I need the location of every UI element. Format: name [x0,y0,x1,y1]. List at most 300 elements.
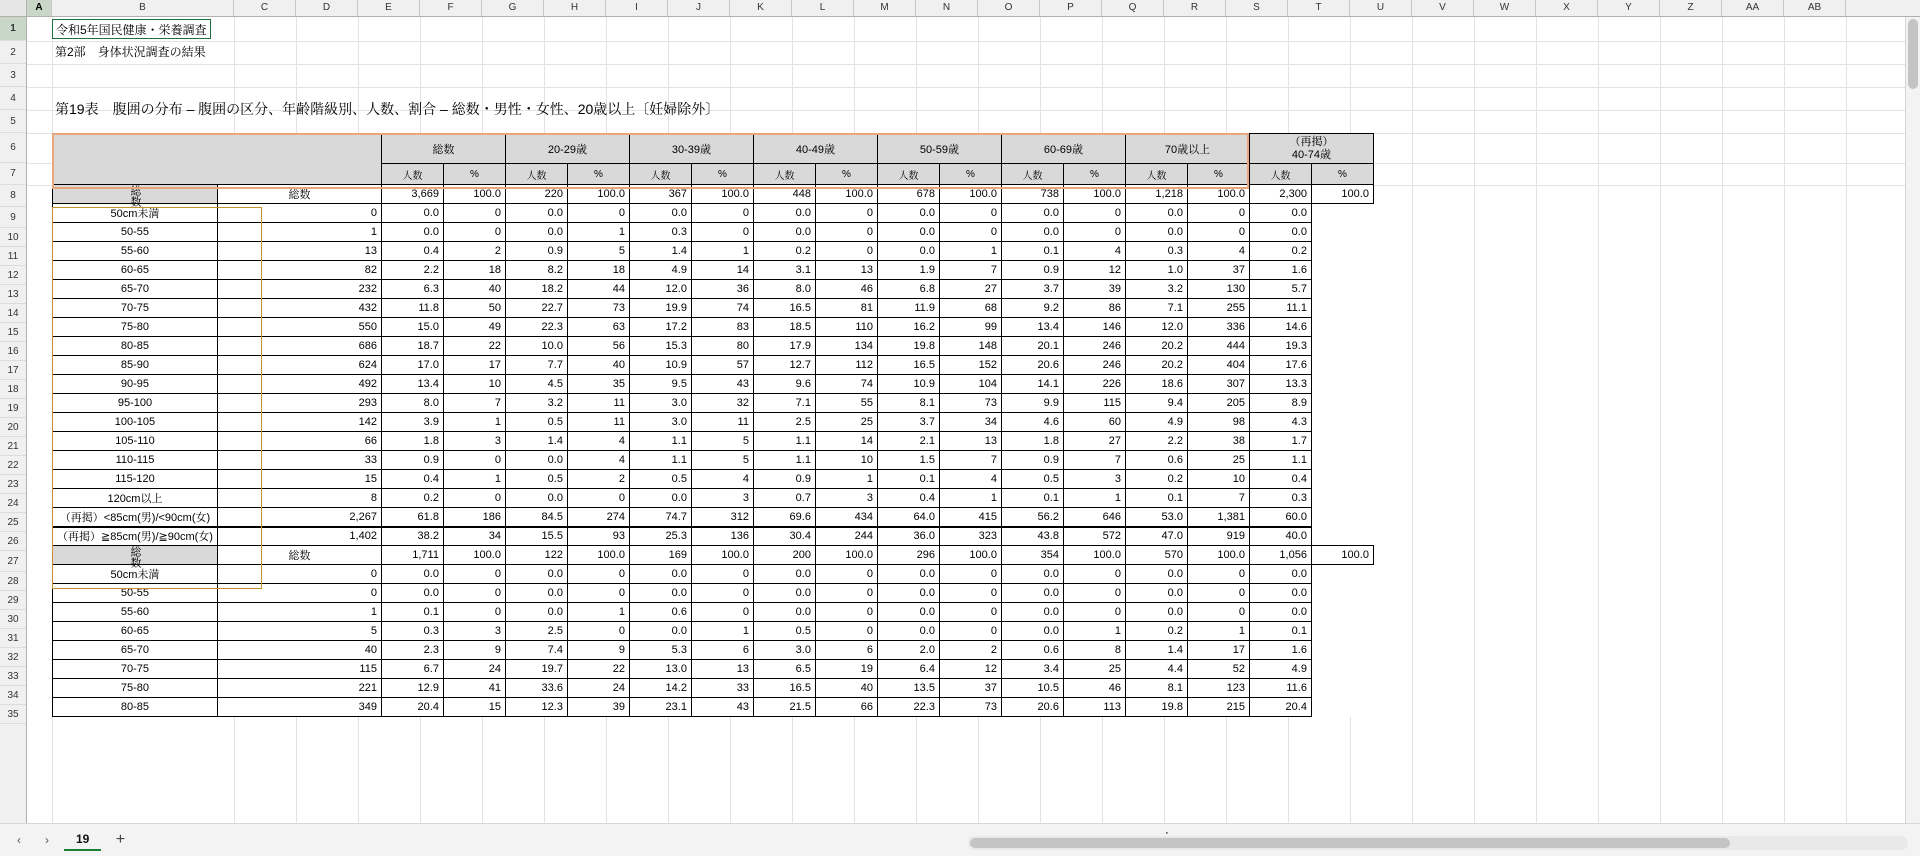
cell-percent: 0.0 [753,223,815,242]
cell-percent: 100.0 [939,185,1001,204]
cell-count: 7 [443,394,505,413]
cell-count: 0 [1063,584,1125,603]
cell-percent: 0.0 [753,584,815,603]
cell-count: 1 [443,470,505,489]
row-header-19[interactable]: 19 [0,399,26,418]
cell-percent: 0.0 [1001,204,1063,223]
cell-count: 113 [1063,698,1125,717]
cell-percent: 60.0 [1249,508,1311,527]
cell-percent: 3.1 [753,261,815,280]
cell-percent: 0.5 [629,470,691,489]
row-header-33[interactable]: 33 [0,667,26,686]
cell-count: 93 [567,527,629,546]
row-label: 85-90 [53,356,218,375]
sheet-tabs[interactable] [0,829,133,851]
cell-percent: 13.0 [629,660,691,679]
cell-percent: 100.0 [1311,185,1373,204]
cell-count: 4 [567,451,629,470]
horizontal-scrollbar[interactable] [968,836,1908,850]
cell-percent: 8.1 [877,394,939,413]
column-header-D[interactable]: D [296,0,358,16]
row-header-28[interactable]: 28 [0,572,26,591]
cell-A4-table-title[interactable]: 第19表 腹囲の分布 – 腹囲の区分、年齢階級別、人数、割合 – 総数・男性・女性、20歳以上〔妊婦除外〕 [55,101,720,117]
row-header-27[interactable]: 27 [0,551,26,572]
cell-percent: 20.2 [1125,337,1187,356]
cell-count: 11 [567,394,629,413]
row-header-21[interactable]: 21 [0,437,26,456]
column-header-J[interactable]: J [668,0,730,16]
row-label: 50cm未満 [53,204,218,223]
cell-count: 17 [1187,641,1249,660]
table-row [53,679,1374,698]
cell-count: 57 [691,356,753,375]
cell-count: 32 [691,394,753,413]
cell-count: 919 [1187,527,1249,546]
cell-percent: 0.2 [381,489,443,508]
cell-count: 0 [567,489,629,508]
cell-percent: 7.4 [505,641,567,660]
cell-percent: 20.6 [1001,356,1063,375]
cell-count: 686 [217,337,381,356]
cell-percent: 9.4 [1125,394,1187,413]
cell-count: 44 [567,280,629,299]
column-header-G[interactable]: G [482,0,544,16]
row-header-29[interactable]: 29 [0,591,26,610]
cell-percent: 1.1 [629,451,691,470]
cell-count: 115 [217,660,381,679]
cell-percent: 1.9 [877,261,939,280]
cell-percent: 0.0 [1125,223,1187,242]
cell-percent: 13.4 [1001,318,1063,337]
row-header-12[interactable]: 12 [0,266,26,285]
row-header-31[interactable]: 31 [0,629,26,648]
cell-count: 81 [815,299,877,318]
column-header-E[interactable]: E [358,0,420,16]
cell-count: 1 [1187,622,1249,641]
cell-percent: 0.0 [381,223,443,242]
cell-percent: 12.0 [1125,318,1187,337]
cell-count: 296 [877,546,939,565]
cell-count: 1,711 [381,546,443,565]
row-label-total: 総数 [217,185,381,204]
row-header-25[interactable]: 25 [0,513,26,532]
row-header-24[interactable]: 24 [0,494,26,513]
cell-count: 3,669 [381,185,443,204]
cell-count: 134 [815,337,877,356]
column-header-R[interactable]: R [1164,0,1226,16]
row-header-18[interactable]: 18 [0,380,26,399]
cell-percent: 23.1 [629,698,691,717]
cell-count: 0 [1187,603,1249,622]
column-header-U[interactable]: U [1350,0,1412,16]
cell-count: 112 [815,356,877,375]
cell-count: 148 [939,337,1001,356]
cell-percent: 15.0 [381,318,443,337]
cell-percent: 100.0 [691,185,753,204]
row-header-20[interactable]: 20 [0,418,26,437]
cell-percent: 18.6 [1125,375,1187,394]
cell-count: 2,267 [217,508,381,527]
cell-percent: 100.0 [1311,546,1373,565]
cell-percent: 6.4 [877,660,939,679]
cell-percent: 0.3 [381,622,443,641]
row-label: 90-95 [53,375,218,394]
column-header-K[interactable]: K [730,0,792,16]
cell-percent: 11.8 [381,299,443,318]
cell-percent: 0.2 [1125,622,1187,641]
cell-percent: 0.0 [877,603,939,622]
cell-count: 8 [1063,641,1125,660]
cell-percent: 4.3 [1249,413,1311,432]
row-header-32[interactable]: 32 [0,648,26,667]
cell-A2-part-title[interactable]: 第2部 身体状況調査の結果 [55,45,206,59]
column-header-P[interactable]: P [1040,0,1102,16]
cell-count: 404 [1187,356,1249,375]
age-group-header-total: 総数 [381,134,505,164]
vertical-scrollbar[interactable] [1905,17,1920,825]
row-header-5[interactable]: 5 [0,110,26,133]
age-group-header-60-69: 60-69歳 [1001,134,1125,164]
cell-count: 570 [1125,546,1187,565]
table-row [53,185,1374,204]
row-label: 80-85 [53,337,218,356]
row-header-1[interactable]: 1 [0,17,26,41]
cell-count: 22 [443,337,505,356]
cell-percent: 12.0 [629,280,691,299]
cell-percent: 0.2 [1249,242,1311,261]
table-body [53,185,1374,717]
add-sheet-button[interactable]: + [115,831,126,848]
column-header-bar[interactable] [0,0,1920,17]
cell-percent: 0.6 [1125,451,1187,470]
cell-count: 246 [1063,337,1125,356]
cell-percent: 7.7 [505,356,567,375]
cell-percent: 25.3 [629,527,691,546]
cell-count: 13 [939,432,1001,451]
row-header-8[interactable]: 8 [0,185,26,207]
row-header-7[interactable]: 7 [0,163,26,185]
row-header-16[interactable]: 16 [0,342,26,361]
cell-count: 49 [443,318,505,337]
cell-percent: 0.0 [505,223,567,242]
column-header-O[interactable]: O [978,0,1040,16]
cell-count: 11 [567,413,629,432]
subheader-count-8: 人数 [1249,164,1311,185]
cell-percent: 0.0 [877,204,939,223]
cell-count: 3 [815,489,877,508]
column-header-M[interactable]: M [854,0,916,16]
cell-count: 35 [567,375,629,394]
row-header-3[interactable]: 3 [0,64,26,87]
cell-percent: 8.9 [1249,394,1311,413]
column-header-I[interactable]: I [606,0,668,16]
cell-count: 33 [217,451,381,470]
row-header-bar[interactable] [0,17,27,825]
cell-count: 11 [691,413,753,432]
cell-count: 17 [443,356,505,375]
subheader-count-3: 人数 [629,164,691,185]
cell-percent: 0.6 [629,603,691,622]
column-header-F[interactable]: F [420,0,482,16]
cell-count: 74 [815,375,877,394]
column-header-C[interactable]: C [234,0,296,16]
cell-count: 0 [1187,204,1249,223]
cell-count: 678 [877,185,939,204]
cell-percent: 0.0 [505,451,567,470]
cell-count: 0 [939,565,1001,584]
cell-percent: 0.1 [877,470,939,489]
cell-percent: 1.4 [505,432,567,451]
column-header-H[interactable]: H [544,0,606,16]
column-header-AB[interactable]: AB [1784,0,1846,16]
table-row [53,546,1374,565]
cell-percent: 2.2 [381,261,443,280]
cell-percent: 16.2 [877,318,939,337]
horizontal-scroll-thumb[interactable] [970,838,1730,848]
cell-percent: 14.2 [629,679,691,698]
cell-count: 146 [1063,318,1125,337]
cell-count: 18 [443,261,505,280]
cell-percent: 0.0 [505,603,567,622]
row-header-4[interactable]: 4 [0,87,26,110]
column-header-L[interactable]: L [792,0,854,16]
cell-percent: 9.2 [1001,299,1063,318]
cell-percent: 0.9 [753,470,815,489]
cell-count: 367 [629,185,691,204]
row-header-26[interactable]: 26 [0,532,26,551]
age-group-header-50-59: 50-59歳 [877,134,1001,164]
sheet-tab-19[interactable]: 19 [64,829,101,851]
cell-percent: 0.0 [381,584,443,603]
row-header-10[interactable]: 10 [0,228,26,247]
cell-count: 34 [443,527,505,546]
cell-count: 1 [1063,489,1125,508]
row-header-13[interactable]: 13 [0,285,26,304]
cell-percent: 100.0 [815,546,877,565]
cell-count: 572 [1063,527,1125,546]
cell-count: 6 [815,641,877,660]
cell-percent: 4.9 [629,261,691,280]
cell-percent: 2.5 [505,622,567,641]
row-header-15[interactable]: 15 [0,323,26,342]
cell-percent: 2.0 [877,641,939,660]
cell-percent: 1.1 [753,451,815,470]
row-header-34[interactable]: 34 [0,686,26,705]
age-group-header-30-39: 30-39歳 [629,134,753,164]
cell-count: 73 [939,394,1001,413]
cell-count: 115 [1063,394,1125,413]
row-label: （再掲）<85cm(男)/<90cm(女) [53,508,218,527]
cell-percent: 3.7 [1001,280,1063,299]
row-header-35[interactable]: 35 [0,705,26,724]
table-row [53,375,1374,394]
cell-count: 0 [939,223,1001,242]
cell-percent: 100.0 [1187,185,1249,204]
cell-count: 0 [1063,565,1125,584]
cell-count: 39 [1063,280,1125,299]
cell-count: 136 [691,527,753,546]
cell-percent: 4.9 [1125,413,1187,432]
cell-percent: 0.6 [1001,641,1063,660]
cell-count: 1,218 [1125,185,1187,204]
cell-count: 646 [1063,508,1125,527]
cell-percent: 0.0 [1001,622,1063,641]
cell-count: 0 [815,223,877,242]
table-row [53,280,1374,299]
cell-percent: 1.7 [1249,432,1311,451]
row-label: 110-115 [53,451,218,470]
cell-A1-survey-title[interactable]: 令和5年国民健康・栄養調査 [52,19,211,39]
cell-percent: 0.9 [1001,261,1063,280]
cell-count: 5 [691,432,753,451]
cell-count: 0 [815,622,877,641]
cell-count: 0 [815,603,877,622]
cell-percent: 8.0 [381,394,443,413]
cell-percent: 0.3 [629,223,691,242]
cell-percent: 100.0 [567,546,629,565]
cell-percent: 20.6 [1001,698,1063,717]
subheader-percent-3: % [691,164,753,185]
age-group-header-20-29: 20-29歳 [505,134,629,164]
cell-percent: 20.4 [381,698,443,717]
cell-percent: 0.5 [1001,470,1063,489]
row-header-6[interactable]: 6 [0,133,26,163]
cell-count: 27 [1063,432,1125,451]
row-label: 120cm以上 [53,489,218,508]
row-label: 75-80 [53,679,218,698]
column-header-Z[interactable]: Z [1660,0,1722,16]
row-label: 70-75 [53,299,218,318]
cell-percent: 22.3 [877,698,939,717]
column-header-X[interactable]: X [1536,0,1598,16]
column-header-W[interactable]: W [1474,0,1536,16]
row-header-30[interactable]: 30 [0,610,26,629]
column-header-V[interactable]: V [1412,0,1474,16]
row-label: 100-105 [53,413,218,432]
subheader-count-1: 人数 [381,164,443,185]
cell-count: 34 [939,413,1001,432]
row-label: 60-65 [53,261,218,280]
cell-percent: 17.9 [753,337,815,356]
cell-percent: 15.5 [505,527,567,546]
prev-sheet-icon[interactable]: ‹ [17,833,21,847]
cell-count: 2 [939,641,1001,660]
vertical-scroll-thumb[interactable] [1908,19,1918,89]
row-group-label: 総数 [53,185,218,204]
cell-count: 99 [939,318,1001,337]
column-header-A[interactable]: A [27,0,52,16]
waist-distribution-table [52,133,1374,717]
cell-count: 3 [1063,470,1125,489]
table-row [53,508,1374,527]
column-header-Q[interactable]: Q [1102,0,1164,16]
row-label: 65-70 [53,641,218,660]
cell-count: 9 [443,641,505,660]
row-label: 55-60 [53,603,218,622]
column-header-Y[interactable]: Y [1598,0,1660,16]
table-row [53,356,1374,375]
recap-label-line2: 40-74歳 [1291,148,1332,161]
cell-percent: 0.0 [877,584,939,603]
cell-count: 130 [1187,280,1249,299]
cell-count: 18 [567,261,629,280]
cell-percent: 36.0 [877,527,939,546]
cell-count: 68 [939,299,1001,318]
cell-percent: 0.0 [1249,584,1311,603]
column-header-AA[interactable]: AA [1722,0,1784,16]
row-header-14[interactable]: 14 [0,304,26,323]
cell-percent: 1.6 [1249,261,1311,280]
cell-percent: 0.1 [1001,489,1063,508]
row-label: 105-110 [53,432,218,451]
row-header-11[interactable]: 11 [0,247,26,266]
row-header-23[interactable]: 23 [0,475,26,494]
column-header-B[interactable]: B [52,0,234,16]
cell-count: 3 [443,432,505,451]
cell-count: 2,300 [1249,185,1311,204]
cell-percent: 7.1 [1125,299,1187,318]
cell-count: 226 [1063,375,1125,394]
cell-percent: 18.2 [505,280,567,299]
row-label: 75-80 [53,318,218,337]
cell-count: 274 [567,508,629,527]
row-header-22[interactable]: 22 [0,456,26,475]
cell-percent: 0.0 [1249,204,1311,223]
cell-count: 41 [443,679,505,698]
table-row [53,242,1374,261]
cell-percent: 3.2 [1125,280,1187,299]
row-header-9[interactable]: 9 [0,207,26,228]
row-label: 65-70 [53,280,218,299]
cell-count: 122 [505,546,567,565]
cell-count: 444 [1187,337,1249,356]
cell-count: 0 [1063,204,1125,223]
sheet-tab-bar[interactable] [0,823,1920,856]
cell-count: 0 [1063,223,1125,242]
select-all-corner[interactable] [0,0,27,16]
cell-percent: 17.0 [381,356,443,375]
cell-count: 5 [691,451,753,470]
cell-percent: 0.0 [1249,223,1311,242]
cell-count: 6 [691,641,753,660]
cell-percent: 0.0 [629,204,691,223]
cell-count: 15 [443,698,505,717]
cell-count: 3 [691,489,753,508]
row-header-17[interactable]: 17 [0,361,26,380]
cell-grid[interactable] [27,17,1920,825]
cell-percent: 17.2 [629,318,691,337]
column-header-N[interactable]: N [916,0,978,16]
cell-percent: 10.9 [629,356,691,375]
cell-count: 0 [443,603,505,622]
cell-percent: 14.6 [1249,318,1311,337]
cell-percent: 84.5 [505,508,567,527]
cell-count: 10 [443,375,505,394]
row-header-2[interactable]: 2 [0,41,26,64]
cell-percent: 0.4 [381,242,443,261]
cell-count: 46 [815,280,877,299]
column-header-T[interactable]: T [1288,0,1350,16]
cell-percent: 0.5 [505,413,567,432]
cell-count: 39 [567,698,629,717]
cell-percent: 0.0 [753,204,815,223]
column-header-S[interactable]: S [1226,0,1288,16]
cell-percent: 0.0 [877,223,939,242]
next-sheet-icon[interactable]: › [45,833,49,847]
cell-count: 1 [815,470,877,489]
cell-count: 43 [691,375,753,394]
cell-percent: 22.3 [505,318,567,337]
